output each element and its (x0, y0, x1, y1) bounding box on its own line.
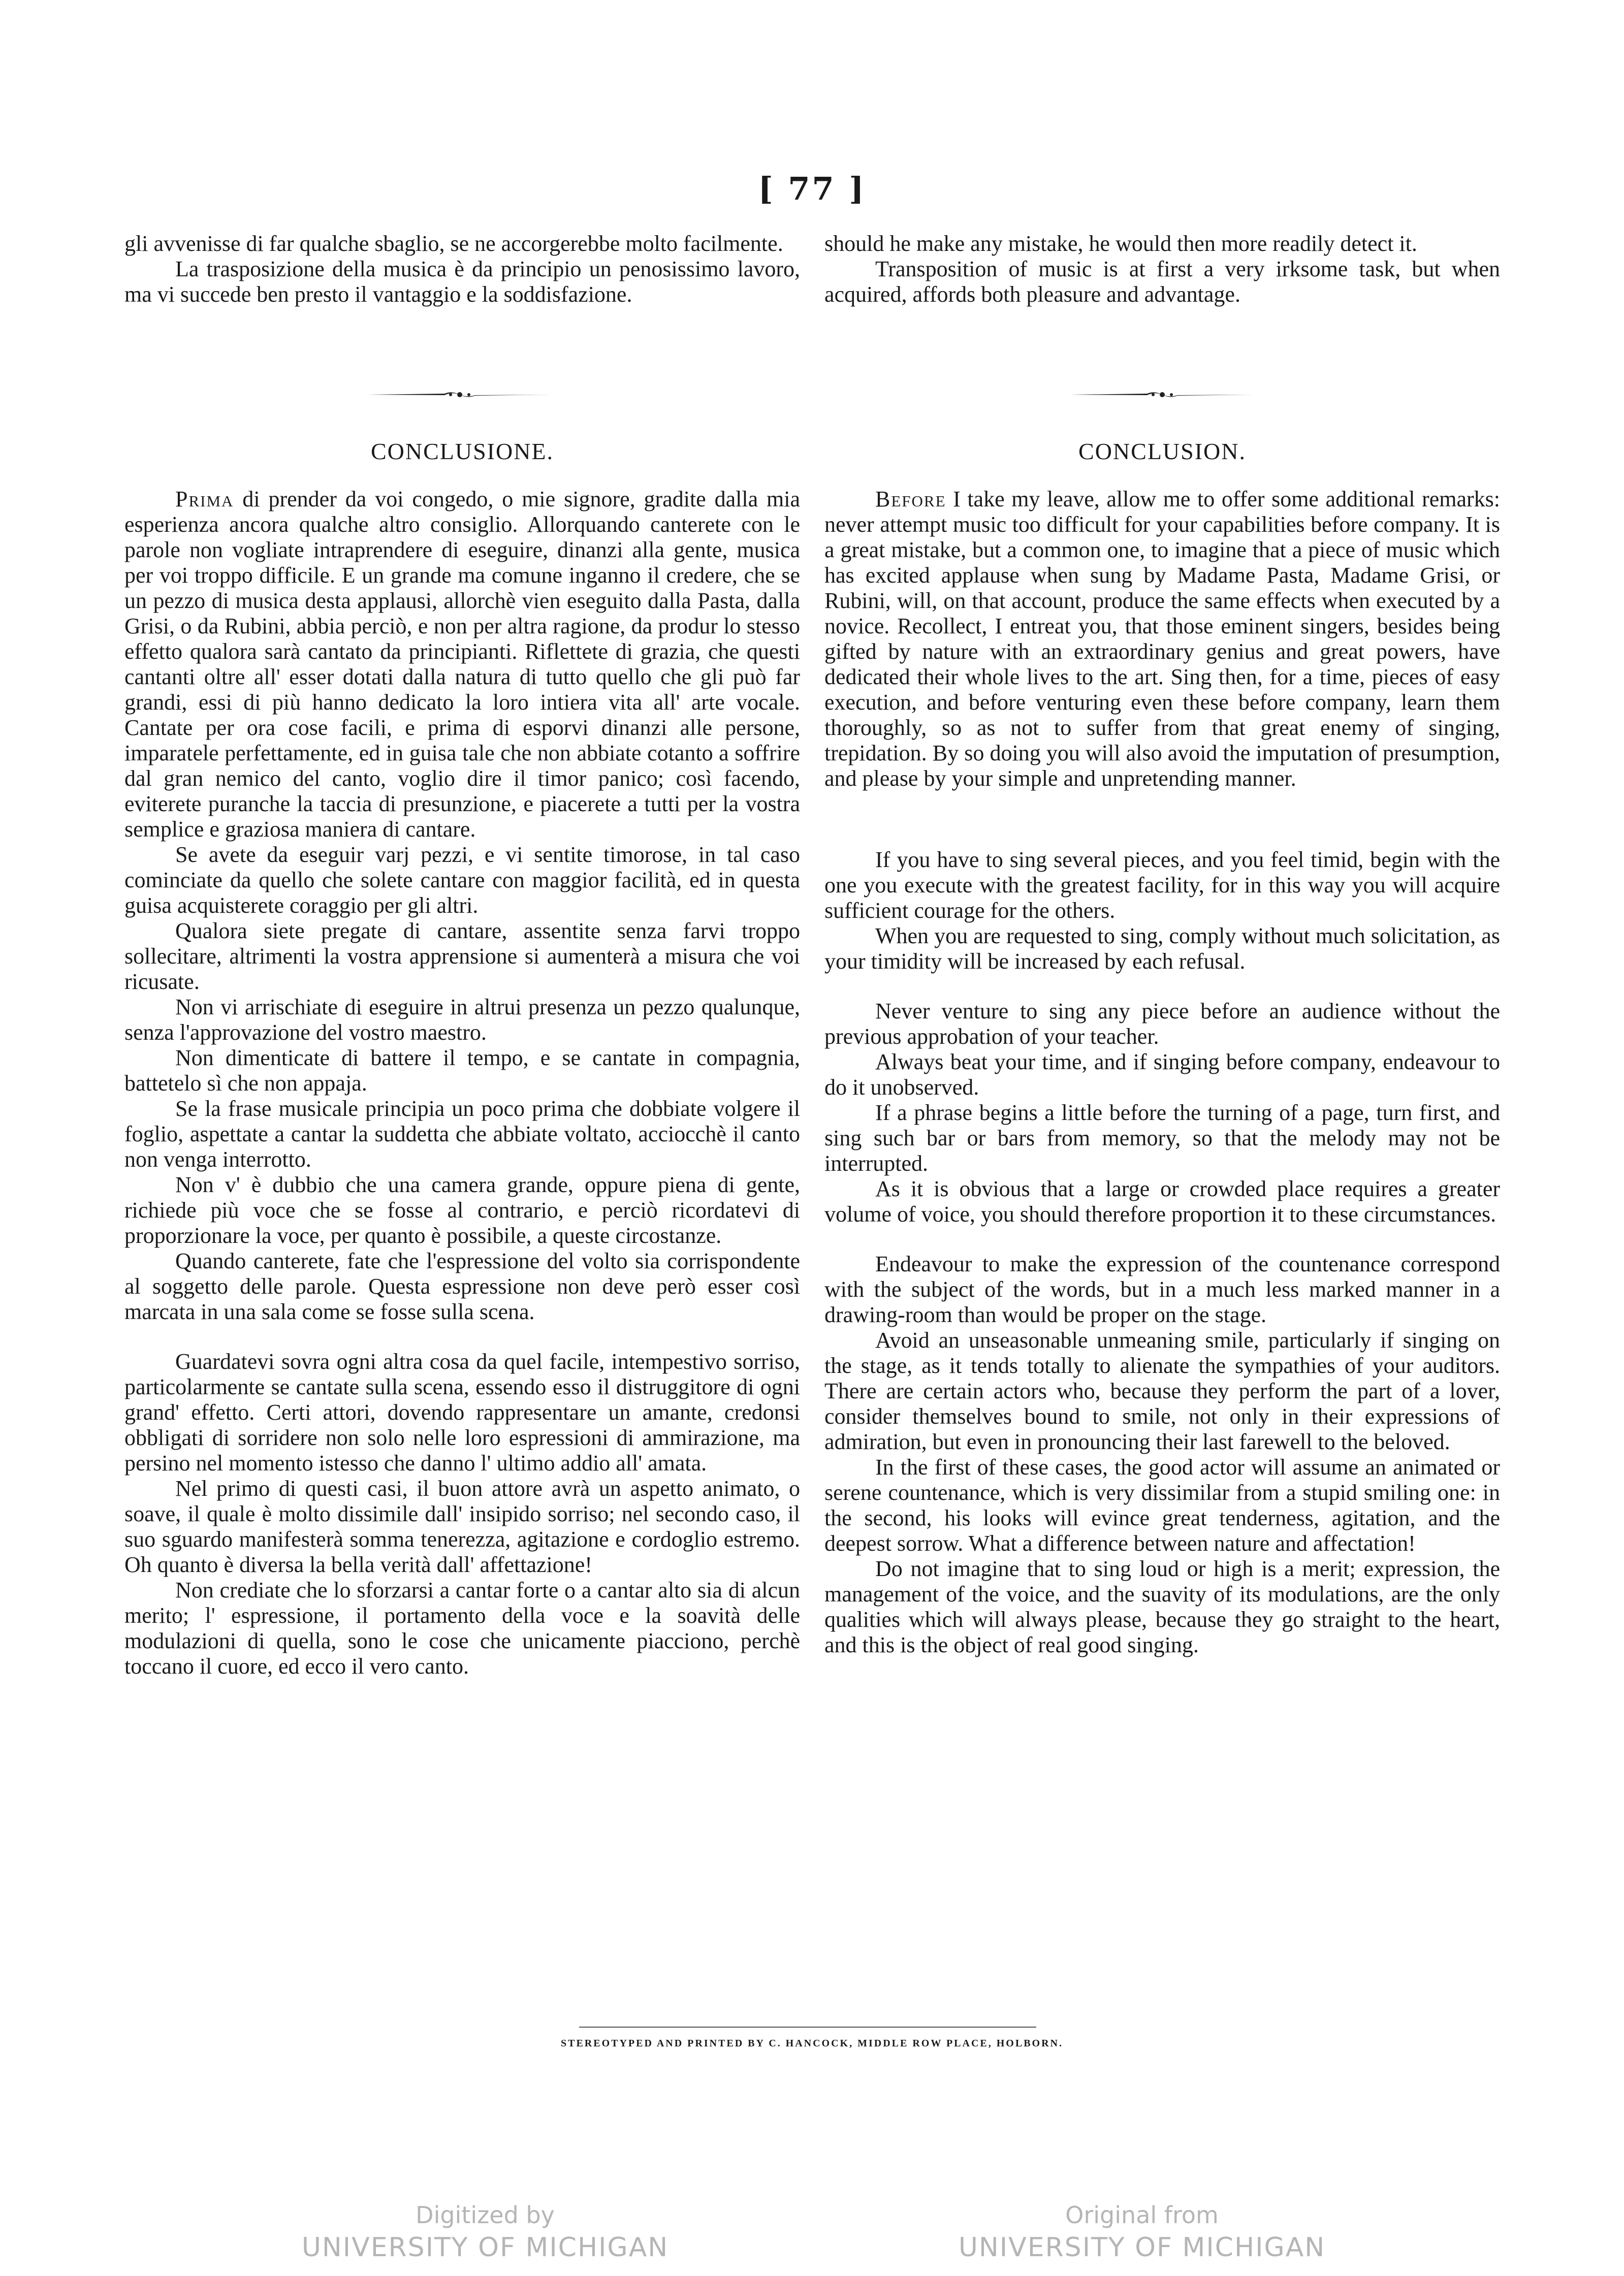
italian-lead-word: Prima (175, 487, 234, 511)
stamp-caption: Digitized by (416, 2201, 555, 2229)
english-lead-word: Before (875, 487, 946, 511)
english-paragraph-1: Before I take my leave, allow me to offer some additional remarks: never attempt music too difficult for your capabilities before company. It is a great mistake, but a common one, to imagine that a piece of music which has excited applause when sung by Madame Pasta, Madame Grisi, or Rubini, will, on that account, produce the same effects when executed by a novice. Recollect, I entreat you, that those eminent singers, besides being gifted by nature with an extraordinary genius and great powers, have dedicated their whole lives to the art. Sing then, for a time, pieces of easy execution, and before venturing even these before company, learn them thoroughly, so as not to suffer from that great enemy of singing, trepidation. By so doing you will also avoid the imputation of presumption, and please by your simple and unpretending manner. (824, 487, 1500, 791)
italian-paragraph: Se avete da eseguir varj pezzi, e vi sentite timorose, in tal caso cominciate da quello che solete cantare con maggior facilità, ed in questa guisa acquisterete coraggio per gli altri. (124, 842, 800, 918)
italian-paragraph: Nel primo di questi casi, il buon attore avrà un aspetto animato, o soave, il quale è molto dissimile dall' insipido sorriso; nel secondo caso, il suo sguardo manifesterà somma tenerezza, agitazione e cordoglio estremo. Oh quanto è diversa la bella verità dall' affettazione! (124, 1476, 800, 1577)
english-paragraph: If a phrase begins a little before the turning of a page, turn first, and sing such bar or bars from memory, so that the melody may not be interrupted. (824, 1100, 1500, 1176)
english-transposition-paragraph: Transposition of music is at first a very irksome task, but when acquired, affords both pleasure and advantage. (824, 257, 1500, 307)
italian-carry-over (124, 231, 800, 307)
digitized-by-stamp (155, 2199, 815, 2264)
italian-paragraph: Non vi arrischiate di eseguire in altrui presenza un pezzo qualunque, senza l'approvazione del vostro maestro. (124, 995, 800, 1045)
stamp-institution: UNIVERSITY OF MICHIGAN (301, 2232, 669, 2263)
stamp-caption: Original from (1065, 2201, 1219, 2229)
italian-paragraph: Non v' è dubbio che una camera grande, oppure piena di gente, richiede più voce che se fosse al contrario, e perciò ricordatevi di proporzionare la voce, per quanto è possibile, a queste circostanze. (124, 1172, 800, 1248)
english-paragraph: As it is obvious that a large or crowded place requires a greater volume of voice, you should therefore proportion it to these circumstances. (824, 1176, 1500, 1227)
imprint-rule (579, 2027, 1036, 2028)
english-paragraph: Never venture to sing any piece before an audience without the previous approbation of your teacher. (824, 999, 1500, 1049)
italian-carry-over-line: gli avvenisse di far qualche sbaglio, se ne accorgerebbe molto facilmente. (124, 231, 783, 256)
english-paragraph: If you have to sing several pieces, and you feel timid, begin with the one you execute with the greatest facility, for in this way you will acquire sufficient courage for the others. (824, 847, 1500, 923)
italian-body (124, 487, 800, 1679)
italian-paragraph: Guardatevi sovra ogni altra cosa da quel facile, intempestivo sorriso, particolarmente se cantate sulla scena, essendo esso il distruggitore di ogni grand' effetto. Certi attori, dovendo rappresentare un amante, credonsi obbligati di sorridere non solo nelle loro espressioni di ammirazione, ma persino nel momento istesso che danno l' ultimo addio all' amata. (124, 1349, 800, 1476)
english-paragraph: In the first of these cases, the good actor will assume an animated or serene countenance, which is very dissimilar from a stupid smiling one: in the second, his looks will evince great tenderness, agitation, and the deepest sorrow. What a difference between nature and affectation! (824, 1455, 1500, 1556)
english-body (824, 487, 1500, 1658)
italian-paragraph: Non crediate che lo sforzarsi a cantar forte o a cantar alto sia di alcun merito; l' espressione, il portamento della voce e la soavità delle modulazioni di quella, sono le cose che unicamente piacciono, perchè toccano il cuore, ed ecco il vero canto. (124, 1578, 800, 1679)
stamp-institution: UNIVERSITY OF MICHIGAN (958, 2232, 1326, 2263)
english-section-title: CONCLUSION. (1078, 438, 1246, 464)
english-carry-over (824, 231, 1500, 307)
italian-paragraph-1: Prima di prender da voi congedo, o mie signore, gradite dalla mia esperienza ancora qualche altro consiglio. Allorquando canterete con le parole non vogliate intraprendere di eseguire, dinanzi alla gente, musica per voi troppo difficile. E un grande ma comune inganno il credere, che se un pezzo di musica desta applausi, allorchè vien eseguito dalla Pasta, dalla Grisi, o da Rubini, abbia perciò, e non per altra ragione, da produr lo stesso effetto qualora sarà cantato da principianti. Riflettete di grazia, che questi cantanti oltre all' esser dotati dalla natura di tutto quello che gli può far grandi, essi di più hanno dedicato la loro intiera vita all' arte vocale. Cantate per ora cose facili, e prima di esporvi dinanzi alle persone, imparatele perfettamente, ed in guisa tale che non abbiate cotanto a soffrire dal gran nemico del canto, voglio dire il timor panico; così facendo, eviterete puranche la taccia di presunzione, e piacerete a tutti per la vostra semplice e graziosa maniera di cantare. (124, 487, 801, 842)
english-paragraph: Always beat your time, and if singing before company, endeavour to do it unobserved. (824, 1049, 1500, 1100)
italian-paragraph: Quando canterete, fate che l'espressione del volto sia corrispondente al soggetto delle parole. Questa espressione non deve però esser così marcata in una sala come se fosse sulla scena. (124, 1248, 800, 1324)
english-carry-over-line: should he make any mistake, he would then more readily detect it. (824, 231, 1417, 256)
english-paragraph: Do not imagine that to sing loud or high is a merit; expression, the management of the voice, and the suavity of its modulations, are the only qualities which will always please, because they go straight to the heart, and this is the object of real good singing. (824, 1556, 1500, 1657)
printer-imprint: STEREOTYPED AND PRINTED BY C. HANCOCK, MIDDLE ROW PLACE, HOLBORN. (561, 2038, 1063, 2049)
original-from-stamp (812, 2199, 1472, 2264)
page-number: [ 77 ] (758, 170, 866, 207)
english-paragraph: When you are requested to sing, comply without much solicitation, as your timidity will be increased by each refusal. (824, 923, 1500, 974)
italian-transposition-paragraph: La trasposizione della musica è da principio un penosissimo lavoro, ma vi succede ben presto il vantaggio e la soddisfazione. (124, 257, 800, 307)
english-paragraph: Avoid an unseasonable unmeaning smile, particularly if singing on the stage, as it tends totally to alienate the sympathies of your auditors. There are certain actors who, because they perform the part of a lover, consider themselves bound to smile, not only in their expressions of admiration, but even in pronouncing their last farewell to the beloved. (824, 1328, 1500, 1454)
italian-paragraph: Non dimenticate di battere il tempo, e se cantate in compagnia, battetelo sì che non appaja. (124, 1045, 800, 1096)
english-paragraph: Endeavour to make the expression of the countenance correspond with the subject of the words, but in a much less marked manner in a drawing-room than would be proper on the stage. (824, 1252, 1500, 1327)
italian-paragraph: Se la frase musicale principia un poco prima che dobbiate volgere il foglio, aspettate a cantar la suddetta che abbiate voltato, acciocchè il canto non venga interrotto. (124, 1096, 800, 1172)
italian-paragraph: Qualora siete pregate di cantare, assentite senza farvi troppo sollecitare, altrimenti la vostra apprensione si aumenterà a misura che voi ricusate. (124, 918, 800, 994)
italian-section-title: CONCLUSIONE. (370, 438, 554, 464)
ornament-divider-left (368, 389, 551, 401)
ornament-divider-right (1071, 389, 1254, 401)
